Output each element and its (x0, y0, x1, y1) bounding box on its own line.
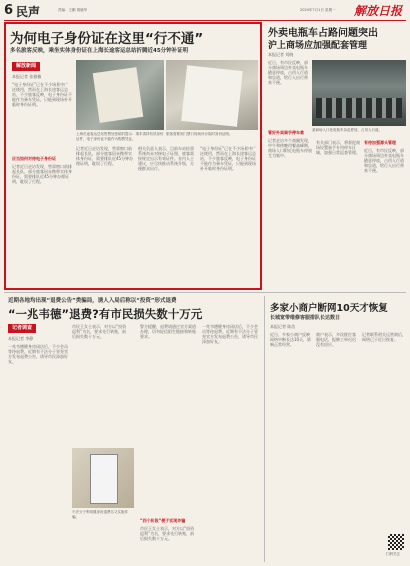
bottom-left-byline: 本报记者 李静 (8, 336, 34, 341)
bottom-left-paragraph: 一兆韦德健身房闭店后，不少会员等待退费。近期有不法分子冒充官方发布退费公告，诱导市民添加好友。 (8, 344, 68, 364)
notice-paper (93, 67, 144, 123)
lead-photo-certificate (166, 60, 258, 130)
bottom-left-kicker: 近期各地均出现“退费公告”类骗局，诱人入局后称以“投资”形式退费 (8, 298, 177, 304)
right-top-paragraph: 有关部门表示，将督促商场设置骑手专用停车区域，加强日常巡查管理。 (316, 140, 360, 155)
lead-paragraph: 相关负责人表示，目前车站检票系统尚未对接电子证照，旅客需按规定出示有效证件。业内人士建议，应尽快推动系统升级，方便群众出行。 (138, 146, 194, 171)
bottom-left-paragraph: 市民王女士表示，对方以“投资返利”为名，要求先行转账，前后损失数十万元。 (72, 324, 127, 339)
newspaper-logo: 解放日报 (354, 4, 403, 18)
page-number: 6 (4, 3, 14, 18)
masthead-rule (4, 20, 406, 21)
lead-subhead: 多名旅客反映，乘坐实体身份证在上海长途客运总站折腾近45分钟补证明 (10, 48, 189, 54)
bottom-left-photo-caption: 不法分子利用健身房退费名义实施诈骗。 (72, 510, 128, 519)
lead-tag: 解放新闻 (12, 62, 40, 71)
lead-photo1-caption: 上海长途客运总站售票处张贴的提示：乘车须持有效身份证件，电子身份证不能作为购票凭证。 (76, 132, 164, 141)
right-top-photo-scooters (312, 60, 406, 126)
divider (4, 292, 406, 293)
right-top-headline: 外卖电瓶车占路问题突出 (268, 28, 378, 39)
lead-section-head: 应当如何对待电子身份证 (12, 156, 56, 161)
lead-paragraph: 记者近日走访发现，售票窗口前排起长队，部分旅客因未携带实体身份证，需要排队近45分钟办理证明，耽误了行程。 (12, 164, 72, 184)
bottom-right-subhead: 长城宽带维修客服排队长达数日 (270, 315, 341, 321)
bottom-left-tag: 记者调查 (8, 324, 36, 333)
lead-byline: 本报记者 张雅楠 (12, 74, 42, 79)
right-top-paragraph: 记者走访多个商圈发现，中午和傍晚用餐高峰期，商场入口附近电瓶车停放尤为集中。 (268, 138, 312, 158)
bottom-left-paragraph: 市民王女士表示，对方以“投资返利”为名，要求先行转账，前后损失数十万元。 (140, 526, 195, 541)
lead-photo2-caption: 旅客需要到门票口现场补办临时身份证明。 (166, 132, 233, 136)
editor-line: 责编：王鹏 胡晓华 (58, 8, 88, 12)
right-top-byline: 本报记者 刘晓 (268, 52, 294, 57)
bottom-left-photo-phone (72, 448, 134, 508)
right-top-section-head2: 有待加强源头管理 (364, 140, 396, 145)
scooter-row (316, 98, 402, 118)
bottom-right-byline: 本报记者 陈浩 (270, 324, 296, 329)
bottom-right-paragraph: 商户表示，多次拨打客服电话，报修工单迟迟没有回应。 (316, 332, 356, 347)
lead-headline: 为何电子身份证在这里“行不通” (10, 31, 204, 47)
lead-paragraph: “电子身份证”已在不少场景中广泛使用，然而在上海长途客运总站，不少旅客反映，电子身份证不能作为乘车凭证，只能到现场补开临时身份证明。 (200, 146, 257, 171)
bottom-left-paragraph: 警方提醒，退费请通过官方渠道办理，切勿轻信陌生链接和转账要求。 (140, 324, 196, 339)
right-top-section-head: 管好外卖骑手停车难 (268, 130, 304, 135)
lead-photo-ticket-notice (76, 60, 164, 130)
bottom-left-paragraph: 一兆韦德健身房闭店后，不少会员等待退费。近期有不法分子冒充官方发布退费公告，诱导市民添加好友。 (202, 324, 258, 344)
qr-code-label: 扫码关注 (386, 552, 400, 556)
lead-story-box (4, 22, 262, 290)
certificate-paper (181, 65, 243, 127)
issue-date: 2024年7月1日 星期一 (300, 8, 336, 12)
masthead (0, 0, 410, 22)
right-top-paragraph: 近日，有市民反映，部分商场周边外卖电瓶车随意停放，占用人行道和盲道，给行人出行带来不便。 (268, 60, 308, 85)
lead-paragraph: 记者近日走访发现，售票窗口前排起长队，部分旅客因未携带实体身份证，需要排队近45分钟办理证明，耽误了行程。 (76, 146, 134, 166)
bottom-right-paragraph: 记者联系相关运营商后，网络已于近日恢复。 (362, 332, 406, 342)
bottom-left-section-head: “四个阶段”便于实现诈骗 (140, 518, 186, 523)
right-top-paragraph: 近日，有市民反映，部分商场周边外卖电瓶车随意停放，占用人行道和盲道，给行人出行带来不便。 (364, 148, 404, 173)
bottom-right-headline: 多家小商户断网10天才恢复 (270, 303, 388, 314)
qr-code-icon[interactable] (388, 534, 404, 550)
phone-screen (90, 454, 118, 504)
bottom-right-paragraph: 近日，多家小商户反映网络中断长达10天，影响正常经营。 (270, 332, 312, 347)
right-top-subhead: 沪上商场应加强配套管理 (268, 41, 368, 51)
lead-paragraph: “电子身份证”已在不少场景中广泛使用，然而在上海长途客运总站，不少旅客反映，电子身份证不能作为乘车凭证，只能到现场补开临时身份证明。 (12, 82, 72, 107)
bottom-left-headline: “一兆韦德”退费?有市民损失数十万元 (8, 307, 203, 321)
right-top-photo-caption: 某商场入口处电瓶车杂乱停放，占用人行道。 (312, 128, 382, 132)
vertical-divider (264, 296, 265, 562)
section-name: 民声 (16, 5, 41, 19)
